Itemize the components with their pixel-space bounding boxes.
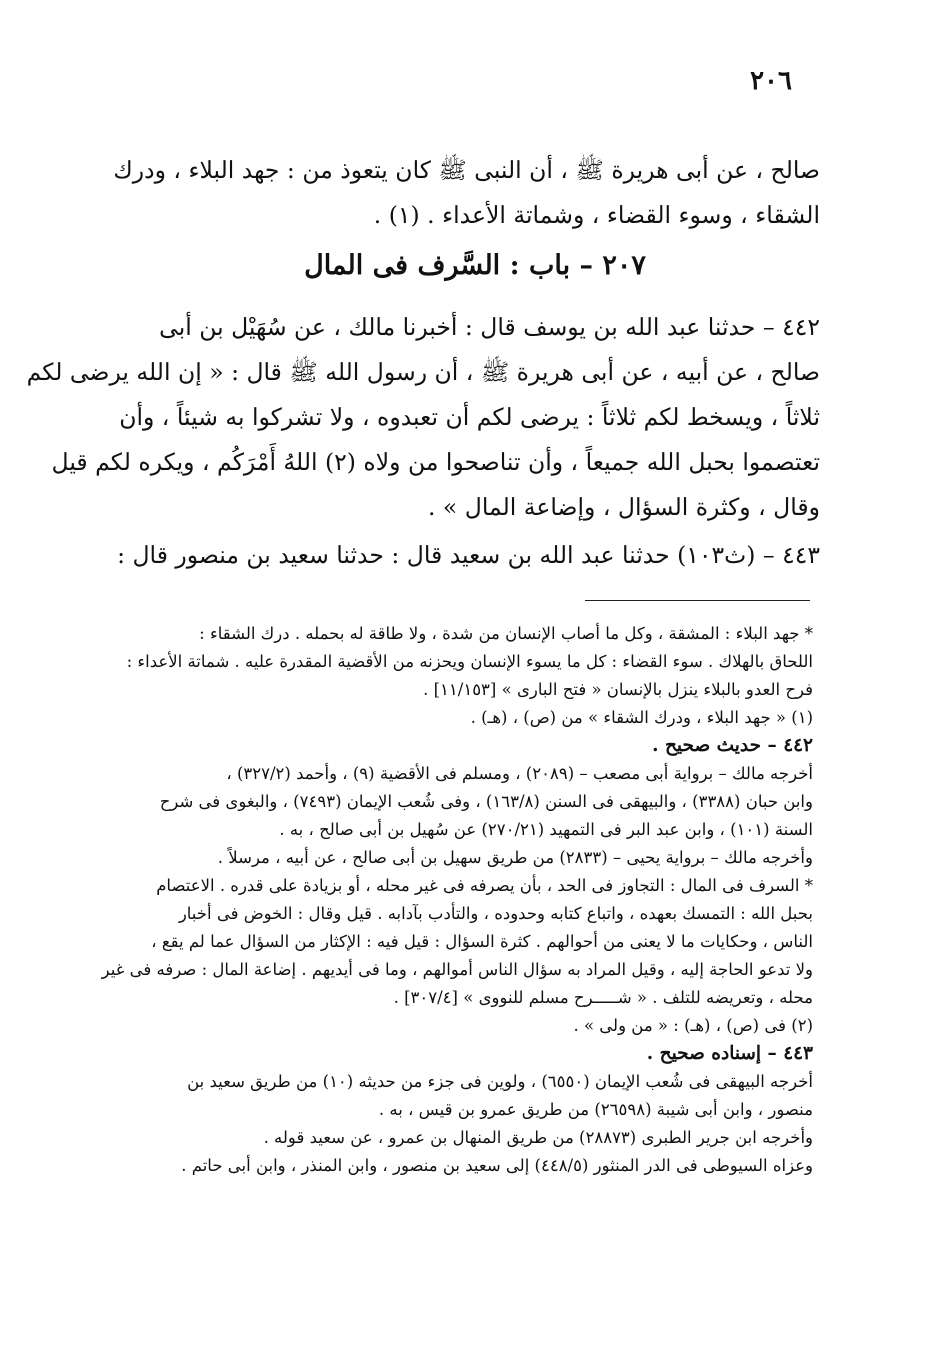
footnote-heading: ٤٤٣ – إسناده صحيح .: [646, 1043, 813, 1064]
chapter-heading: ٢٠٧ – باب : السَّرف فى المال: [304, 250, 646, 281]
text-line: ثلاثاً ، ويسخط لكم ثلاثاً : يرضى لكم أن تعبدوه ، ولا تشركوا به شيئاً ، وأن: [119, 403, 820, 431]
footnote-line: أخرجه البيهقى فى شُعب الإيمان (٦٥٥٠) ، ولوين فى جزء من حديثه (١٠) من طريق سعيد بن: [187, 1072, 813, 1091]
text-line: الشقاء ، وسوء القضاء ، وشماتة الأعداء . (١) .: [373, 201, 820, 229]
text-line: وقال ، وكثرة السؤال ، وإضاعة المال » .: [427, 493, 820, 521]
footnote-line: (١) « جهد البلاء ، ودرك الشقاء » من (ص) ، (هـ) .: [470, 708, 813, 727]
footnote-line: منصور ، وابن أبى شيبة (٢٦٥٩٨) من طريق عمرو بن قيس ، به .: [378, 1100, 813, 1119]
footnote-line: وأخرجه مالك – برواية يحيى – (٢٨٣٣) من طريق سهيل بن أبى صالح ، عن أبيه ، مرسلاً .: [217, 848, 813, 867]
text-line: تعتصموا بحبل الله جميعاً ، وأن تناصحوا من ولاه (٢) اللهُ أَمْرَكُم ، ويكره لكم قيل: [51, 448, 820, 476]
hadith-443-text: [100, 533, 820, 578]
footnote-line: وابن حبان (٣٣٨٨) ، والبيهقى فى السنن (١٦٣/٨) ، وفى شُعب الإيمان (٧٤٩٣) ، والبغوى فى شرح: [159, 792, 813, 811]
footnote-line: * السرف فى المال : التجاوز فى الحد ، بأن يصرفه فى غير محله ، أو بزيادة على قدره . الاعتصام: [156, 876, 813, 895]
text-line: صالح ، عن أبى هريرة ﷺ ، أن النبى ﷺ كان يتعوذ من : جهد البلاء ، ودرك: [113, 156, 820, 184]
footnote-line: وأخرجه ابن جرير الطبرى (٢٨٨٧٣) من طريق المنهال بن عمرو ، عن سعيد قوله .: [263, 1128, 813, 1147]
text-line: ٤٤٢ – حدثنا عبد الله بن يوسف قال : أخبرنا مالك ، عن سُهَيْل بن أبى: [159, 313, 820, 341]
footnote-heading: ٤٤٢ – حديث صحيح .: [652, 735, 813, 756]
page-number: ٢٠٦: [750, 66, 792, 96]
footnote-line: وعزاه السيوطى فى الدر المنثور (٤٤٨/٥) إلى سعيد بن منصور ، وابن المنذر ، وابن أبى حاتم .: [181, 1156, 813, 1175]
footnote-line: بحبل الله : التمسك بعهده ، واتباع كتابه وحدوده ، والتأدب بآدابه . قيل وقال : الخوض فى أخبار: [178, 904, 813, 923]
footnote-line: ولا تدعو الحاجة إليه ، وقيل المراد به سؤال الناس أموالهم ، وما فى أيديهم . إضاعة المال : صرفه فى غير: [101, 960, 813, 979]
footnote-line: فرح العدو بالبلاء ينزل بالإنسان « فتح البارى » [١١/١٥٣] .: [423, 680, 813, 699]
footnote-line: أخرجه مالك – برواية أبى مصعب – (٢٠٨٩) ، ومسلم فى الأقضية (٩) ، وأحمد (٣٢٧/٢) ،: [226, 764, 813, 783]
footnote-separator: [585, 600, 810, 601]
text-line: صالح ، عن أبيه ، عن أبى هريرة ﷺ ، أن رسول الله ﷺ قال : « إن الله يرضى لكم: [26, 358, 820, 386]
text-line: ٤٤٣ – (ث١٠٣) حدثنا عبد الله بن سعيد قال : حدثنا سعيد بن منصور قال :: [117, 541, 820, 569]
footnote-line: * جهد البلاء : المشقة ، وكل ما أصاب الإنسان من شدة ، ولا طاقة له بحمله . درك الشقاء :: [199, 624, 813, 643]
top-paragraph: [100, 148, 820, 238]
footnote-line: (٢) فى (ص) ، (هـ) : « من ولى » .: [573, 1016, 813, 1035]
hadith-442-text: [26, 305, 820, 530]
footnotes: [98, 620, 813, 1180]
footnote-line: محله ، وتعريضه للتلف . « شـــــرح مسلم للنووى » [٣٠٧/٤] .: [393, 988, 813, 1007]
footnote-line: السنة (١٠١) ، وابن عبد البر فى التمهيد (٢٧٠/٢١) عن سُهيل بن أبى صالح ، به .: [279, 820, 813, 839]
footnote-line: الناس ، وحكايات ما لا يعنى من أحوالهم . كثرة السؤال : قيل فيه : الإكثار من السؤال عما لم يقع ،: [151, 932, 813, 951]
footnote-line: اللحاق بالهلاك . سوء القضاء : كل ما يسوء الإنسان ويحزنه من الأقضية المقدرة عليه . شماتة الأعداء :: [126, 652, 813, 671]
